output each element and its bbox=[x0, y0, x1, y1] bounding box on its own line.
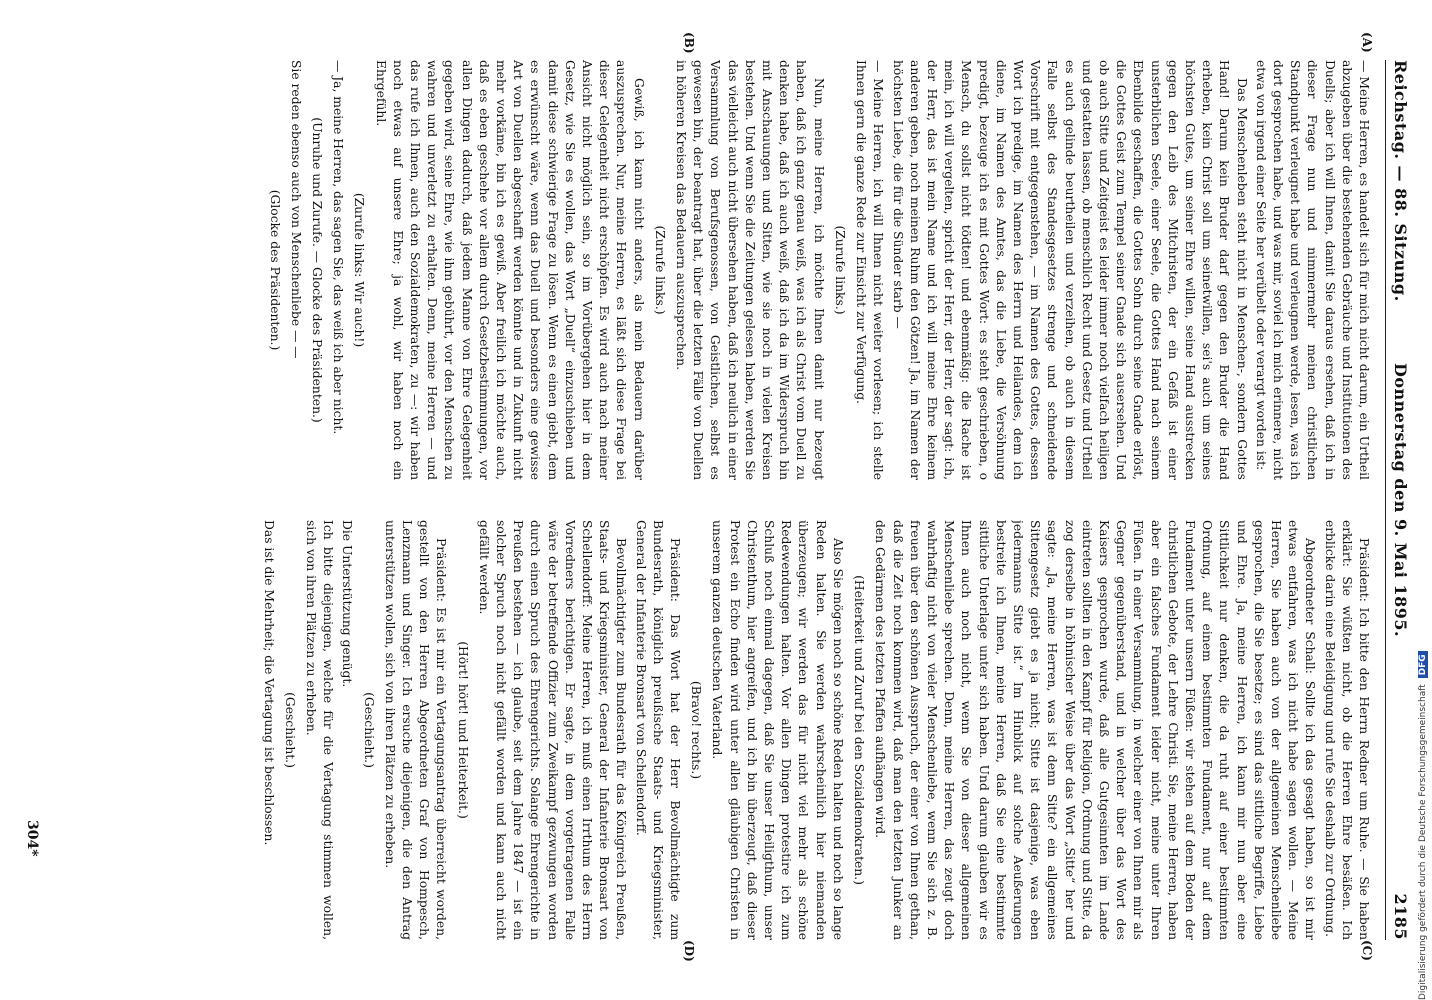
margin-marker-d: (D) bbox=[682, 940, 696, 962]
paragraph: Die Unterstützung genügt. bbox=[340, 520, 355, 688]
header-date: Donnerstag den 9. Mai 1895. bbox=[1391, 362, 1410, 638]
credit-text: Digitalisierung gefördert durch die Deutsche Forschungsgemeinschaft bbox=[1418, 684, 1428, 1000]
interjection: (Zurufe links: Wir auch!) bbox=[352, 192, 367, 348]
interjection: (Hört! hört! und Heiterkeit.) bbox=[455, 641, 470, 819]
page-number: 2185 bbox=[1391, 893, 1410, 940]
dfg-logo: DFG bbox=[1418, 651, 1428, 678]
interjection: (Zurufe links.) bbox=[652, 225, 667, 315]
paragraph: Das Menschenleben steht nicht in Menschen-, sondern Gottes Hand! Darum kein Bruder darf gegen den Bruder die Hand erheben, kein Christ soll um seinetwillen, sei's auch um seines höchsten Gutes, um seiner Ehre willen, seine Hand ausstrecken gegen den Leib des Mitchristen, der ein Gefäß ist einer unsterblichen Seele, einer Seele, die Gottes Hand nach seinem Ebenbilde geschaffen, die Gottes Sohn durch seine Gnade erlöst, die Gottes Geist zum Tempel seiner Gnade sich ausersehen. Und ob auch Sitte und Zeitgeist es leider immer noch vielfach heiligen und gestatten lassen, ob menschlich Recht und Gesetz und Urtheil es auch gelinde beurtheilen und verzeihen, ob auch in diesem Falle selbst des Standesgesetzes strenge und schneidende Vorschrift mit entgegenstehen, — im Namen des Gottes, dessen Wort ich predige, im Namen des Herrn und Heilandes, dem ich diene, im Namen des Amtes, das die Liebe, die Versöhnung predigt, bezeuge ich es mit Gottes Wort: es steht geschrieben, o Mensch, du sollst nicht tödten! und ebenmäßig: die Rache ist mein, ich will vergelten, spricht der Herr, der Herr, der sagt: ich, der Herr, das ist mein Name und ich will meine Ehre keinem anderen geben, noch meinen Ruhm den Götzen! Ja, im Namen der höchsten Liebe, die für die Sünder starb — bbox=[890, 60, 1249, 480]
paragraph: Also Sie mögen noch so schöne Reden halten und noch so lange Reden halten. Sie werden wahrscheinlich hier niemanden überzeugen; wir werden das für nicht viel mehr als schöne Redewendungen halten. Vor allen Dingen protestire ich zum Schluß noch einmal dagegen, daß Sie unser Heiligthum, unser Christenthum, hier angreifen, und ich bin überzeugt, daß dieser Protest ein Echo finden wird unter allen gläubigen Christen in unserem ganzen deutschen Vaterland. bbox=[710, 520, 845, 940]
paragraph: Abgeordneter Schall: Sollte ich das gesagt haben, so ist mir etwas entfahren, was ich nicht habe sagen wollen. — Meine Herren, Sie haben auch von der allgemeinen Menschenliebe gesprochen, die Sie besetze; es sind das sittliche Begriffe, Liebe und Ehre. Ja, meine Herren, ich kann mir nun aber eine Sittlichkeit nur denken, die da ruht auf einer bestimmten Ordnung, auf einem bestimmten Fundament, nur auf dem Fundament unter unsern Füßen: wir stehen auf dem Boden der christlichen Gebote, der Lehre Christi. Sie, meine Herren, haben aber ein falsches Fundament leider nicht, meine unter Ihren Füßen. In einer Versammlung, in welcher einer von Ihnen mir als Gegner gegenüberstand, und in welcher über das Wort des Kaisers gesprochen wurde, daß alle Gutgesinnten im Lande eintreten sollten in den Kampf für Religion, Ordnung und Sitte, da zog derselbe in höhnischer Weise über das Wort „Sitte“ her und sagte: „Ja, meine Herren, was ist denn Sitte? ein allgemeines Sittengesetz giebt es ja nicht; Sitte ist dasjenige, was eben jedermanns Sitte ist.“ Im Hinblick auf solche Aeußerungen bestreite ich Ihnen, meine Herren, daß Sie eine bestimmte sittliche Unterlage unter sich haben. Und darum glauben wir es Ihnen auch noch nicht, wenn Sie von dieser allgemeinen Menschenliebe sprechen. Denn, meine Herren, das zeugt doch wahrhaftig nicht von vieler Menschenliebe, wenn Sie sich z. B. freuen über den schönen Ausspruch, der einer von Ihnen gethan, daß die Zeit noch kommen wird, daß man den letzten Junker an den Gedärmen des letzten Pfaffen aufhängen wird. bbox=[873, 520, 1318, 940]
margin-marker-a: (A) bbox=[1360, 32, 1374, 53]
paragraph: Präsident: Ich bitte den Herrn Redner um Ruhe. — Sie haben erklärt: Sie wüßten nicht, ob die Herren Ehre besäßen. Ich erblicke darin eine Beleidigung und rufe Sie deshalb zur Ordnung. bbox=[1322, 520, 1371, 940]
sheet-mark: 304* bbox=[24, 820, 40, 857]
digitization-credit bbox=[1418, 0, 1432, 1000]
paragraph: Ich bitte diejenigen, welche für die Vertagung stimmen wollen, sich von ihren Plätzen zu erheben. bbox=[304, 520, 336, 940]
header-session: Reichstag. — 88. Sitzung. bbox=[1391, 60, 1410, 302]
paragraph: — Meine Herren, es handelt sich für mich nicht darum, ein Urtheil abzugeben über die bestehenden Gebräuche und Institutionen des Duells; aber ich will Ihnen, damit Sie daraus ersehen, daß ich in dieser Frage nun und nimmermehr meinen christlichen Standpunkt verleugnet habe und verleugnen werde, lesen, was ich dort gesprochen habe, und was mir, soviel ich mich erinnere, nicht etwa von irgend einer Seite her verübelt oder verargt worden ist: bbox=[1253, 60, 1371, 480]
paragraph: Präsident: Es ist mir ein Vertagungsantrag überreicht worden, gestellt von den Herren Abgeordneten Graf von Hompesch, Lenzmann und Singer. Ich ersuche diejenigen, die den Antrag unterstützen wollen, sich von ihren Plätzen zu erheben. bbox=[382, 520, 449, 940]
interjection: (Bravo! rechts.) bbox=[689, 680, 704, 780]
paragraph: Sie reden ebenso auch von Menschenliebe — — bbox=[288, 60, 303, 359]
paragraph: Gewiß, ich kann nicht anders, als mein Bedauern darüber auszusprechen. Nur, meine Herren, es läßt sich diese Frage bei dieser Gelegenheit nicht erschöpfen. Es wird auch nach meiner Ansicht nicht möglich sein, so im Vorübergehen hier in dem Gesetz, wie Sie es wollen, das Wort „Duell“ einzuschieben und damit diese schwierige Frage zu lösen. Wenn es einen giebt, dem es erwünscht wäre, wenn das Duell und besonders eine gewisse Art von Duellen abgeschafft werden könnte und in Zukunft nicht mehr vorkäme, bin ich es gewiß. Aber freilich ich möchte auch, daß es eben geschehe vor allem durch Gesetzbestimmungen, vor allen Dingen dadurch, daß jedem Manne von Ehre Gelegenheit gegeben wird, seine Ehre, wie ihm gebührt, vor den Menschen zu wahren und unverletzt zu erhalten. Denn, meine Herren — und das rufe ich Ihnen, auch den Sozialdemokraten, zu —: wir haben noch etwas auf unsere Ehre; ja wohl, wir haben noch ein Ehrgefühl. bbox=[373, 60, 646, 480]
left-text-column bbox=[42, 60, 1372, 480]
interjection: (Geschieht.) bbox=[282, 692, 297, 768]
paragraph: — Ja, meine Herren, das sagen Sie, das weiß ich aber nicht. bbox=[331, 60, 346, 435]
interjection: (Zurufe links.) bbox=[832, 225, 847, 315]
interjection: (Geschieht.) bbox=[361, 692, 376, 768]
interjection: (Unruhe und Zurufe. — Glocke des Präsidenten.) bbox=[310, 117, 325, 423]
page-header bbox=[1385, 60, 1410, 940]
paragraph: Präsident: Das Wort hat der Herr Bevollmächtigte zum Bundesrath, königlich preußische Staats- und Kriegsminister, General der Infanterie Bronsart von Schellendorff. bbox=[633, 520, 683, 940]
margin-marker-b: (B) bbox=[682, 32, 696, 54]
margin-marker-c: (C) bbox=[1360, 940, 1374, 961]
paragraph: Nun, meine Herren, ich möchte Ihnen damit nur bezeugt haben, daß ich ganz genau weiß, was ich als Christ vom Duell zu denken habe, daß ich auch weiß, daß ich da im Widerspruch bin mit Anschauungen und Sitten, wie sie noch in vielen Kreisen bestehen. Und wenn Sie die Zeitungen gelesen haben, werden Sie das vielleicht auch nicht übersehen haben, daß ich neulich in einer Versammlung von Berufsgenossen, von Geistlichen, selbst es gewesen bin, der beantragt hat, über die letzten Fälle von Duellen in höheren Kreisen das Bedauern auszusprechen. bbox=[674, 60, 826, 480]
interjection: (Glocke des Präsidenten.) bbox=[267, 189, 282, 351]
paragraph: — Meine Herren, ich will Ihnen nicht weiter vorlesen; ich stelle Ihnen gern die ganze Rede zur Einsicht zur Verfügung. bbox=[854, 60, 886, 480]
paragraph: Bevollmächtigter zum Bundesrath für das Königreich Preußen, Staats- und Kriegsminister, General der Infanterie Bronsart von Schellendorff: Meine Herren, ich muß einen Irrthum des Herrn Vorredners berichtigen. Er sagte, in dem vorgetragenen Falle wäre der betreffende Offizier zum Zweikampf gezwungen worden durch einen Spruch des Ehrengerichts. Solange Ehrengerichte in Preußen bestehen — ich glaube, seit dem Jahre 1847 — ist ein solcher Spruch noch nicht gefällt worden und kann auch nicht gefällt werden. bbox=[476, 520, 629, 940]
right-text-column bbox=[42, 520, 1372, 940]
paragraph: Das ist die Mehrheit; die Vertagung ist beschlossen. bbox=[261, 520, 276, 846]
interjection: (Heiterkeit und Zuruf bei den Sozialdemokraten.) bbox=[852, 575, 867, 885]
